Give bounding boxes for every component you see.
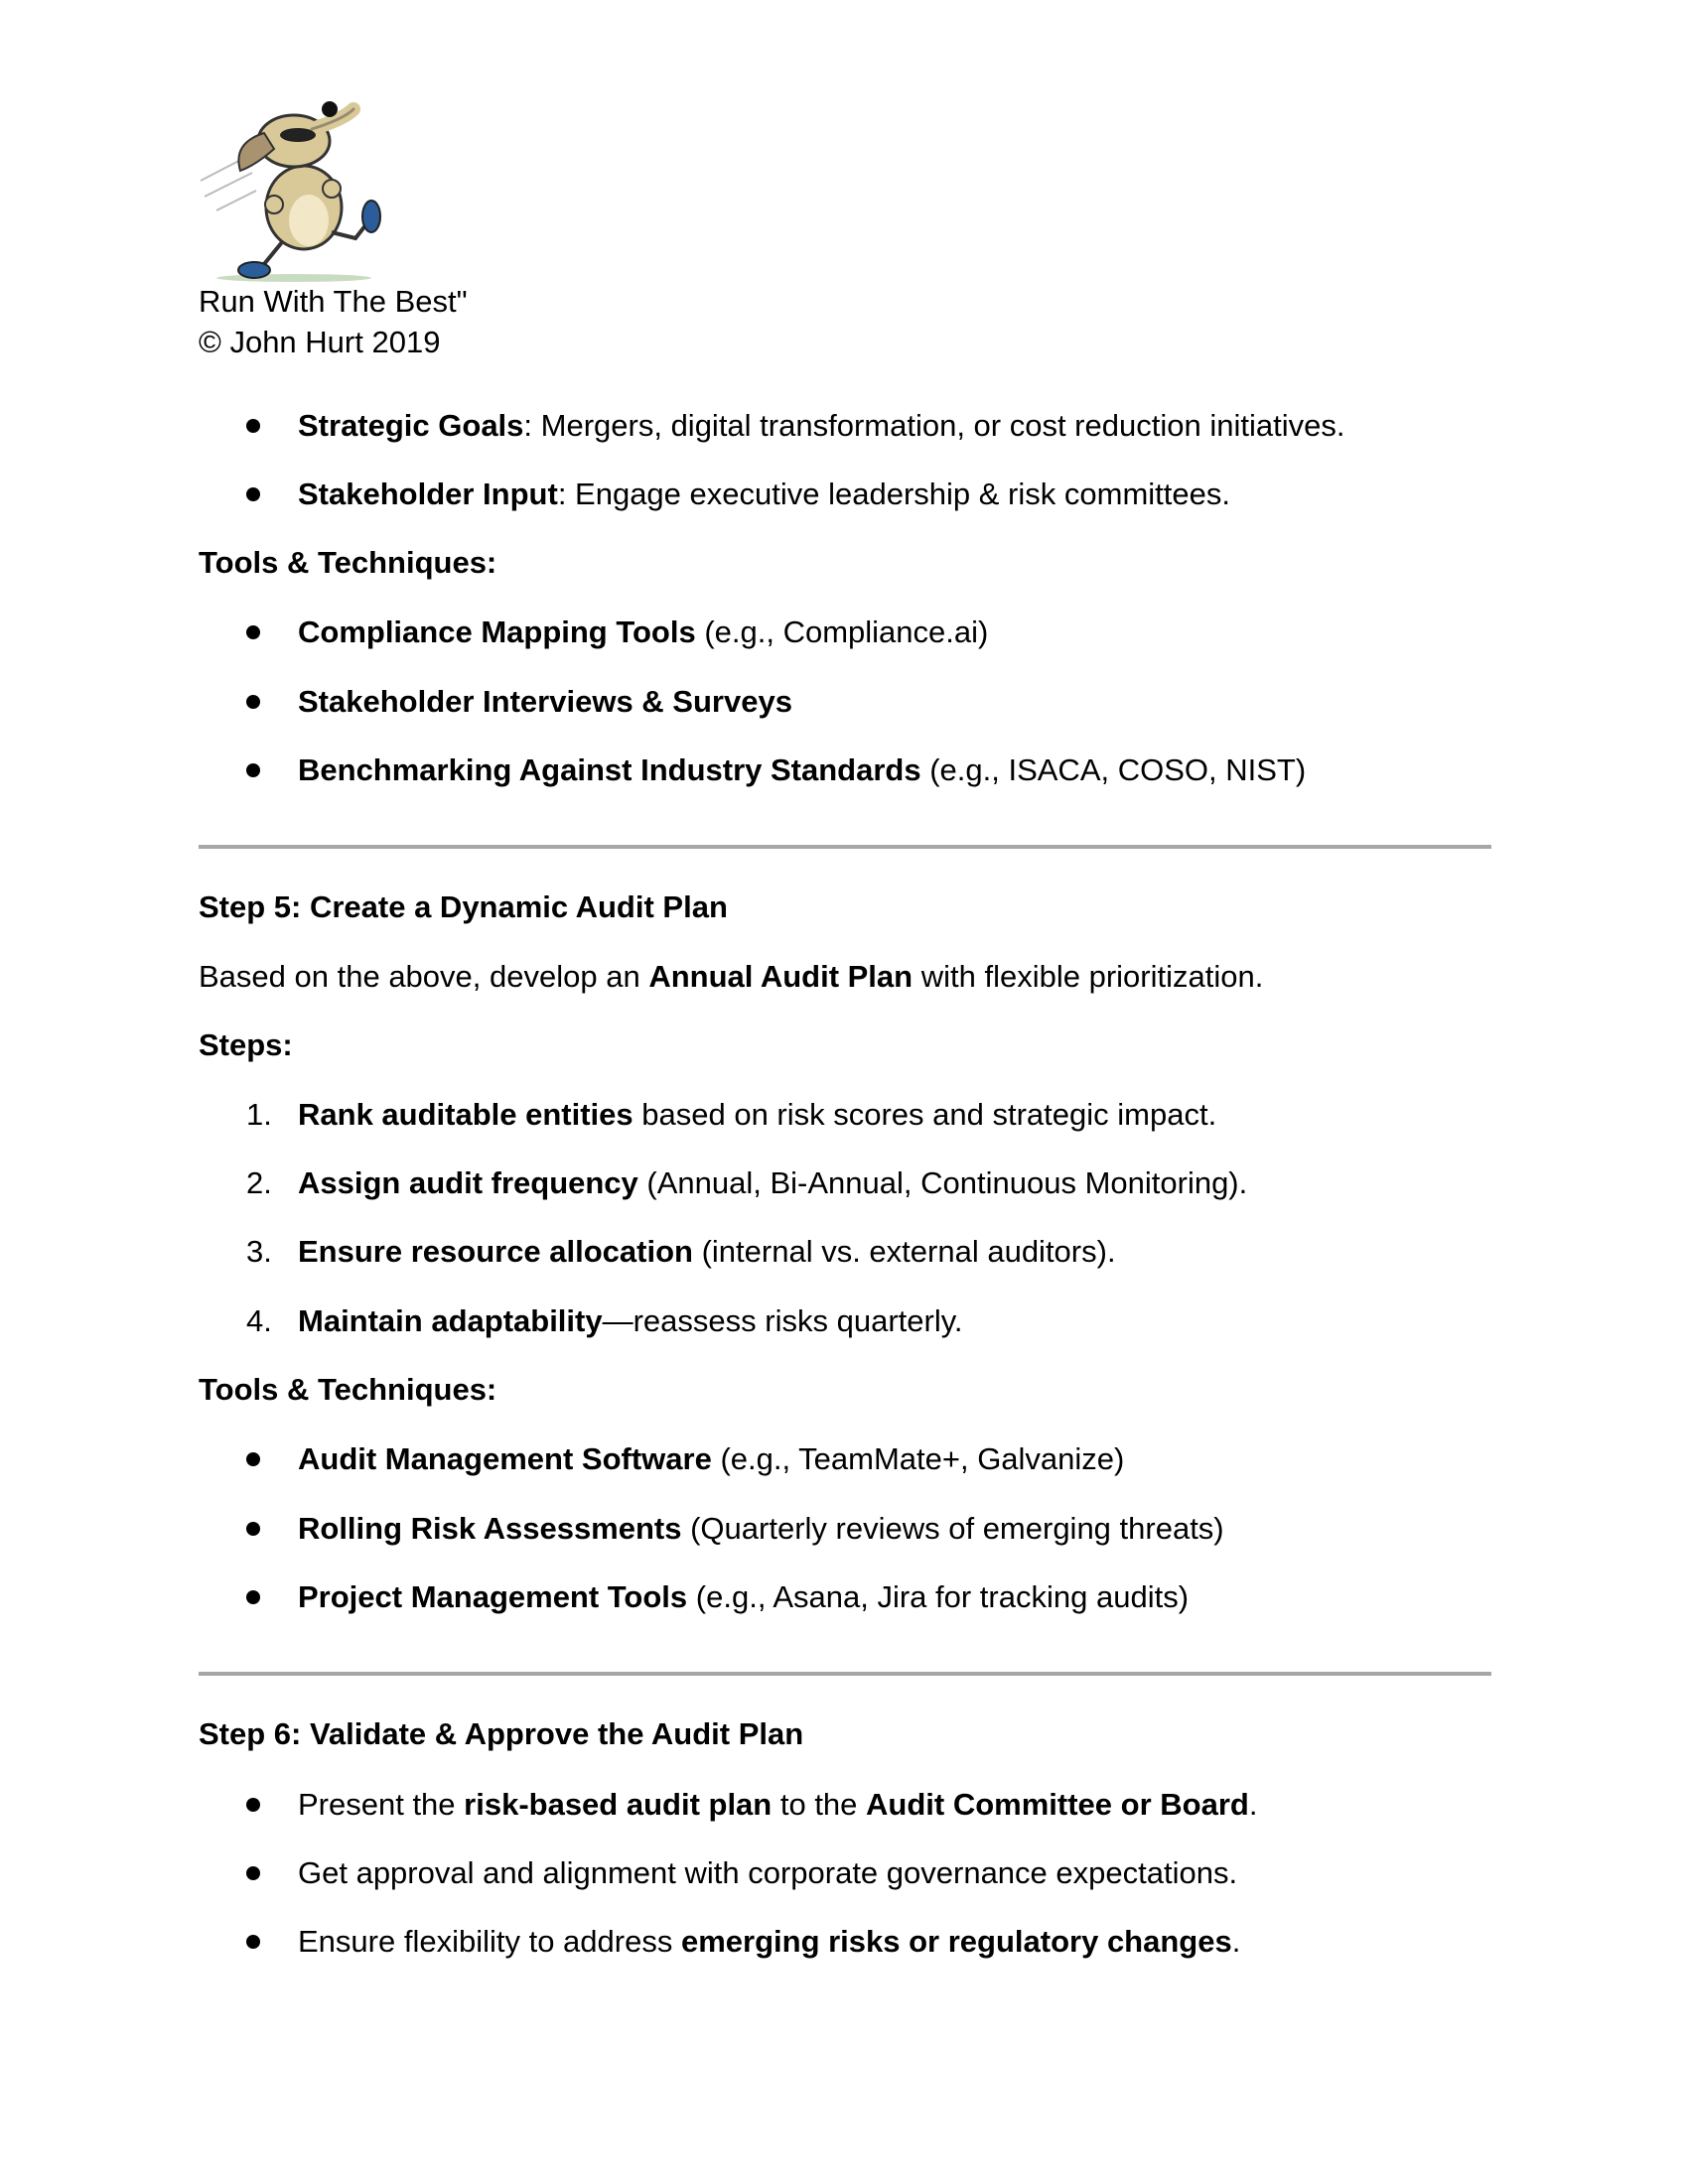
list-item: Strategic Goals: Mergers, digital transformation, or cost reduction initiatives. xyxy=(298,408,1345,443)
section-divider xyxy=(199,845,1491,849)
list-item: Maintain adaptability—reassess risks quarterly. xyxy=(298,1303,963,1338)
step-number: 2. xyxy=(246,1165,272,1200)
bullet-icon xyxy=(246,1935,260,1949)
bullet-icon xyxy=(246,487,260,501)
bullet-icon xyxy=(246,419,260,433)
tools-heading: Tools & Techniques: xyxy=(199,1372,497,1407)
list-item: Stakeholder Input: Engage executive leadership & risk committees. xyxy=(298,477,1230,511)
list-item: Ensure flexibility to address emerging risks or regulatory changes. xyxy=(298,1924,1241,1959)
list-item: Get approval and alignment with corporate governance expectations. xyxy=(298,1855,1238,1890)
bullet-icon xyxy=(246,695,260,709)
section-divider xyxy=(199,1672,1491,1676)
step-number: 4. xyxy=(246,1303,272,1338)
list-item: Assign audit frequency (Annual, Bi-Annual, Continuous Monitoring). xyxy=(298,1165,1248,1200)
tagline: Run With The Best" xyxy=(199,284,468,319)
bullet-icon xyxy=(246,1452,260,1466)
bullet-icon xyxy=(246,1866,260,1880)
list-item: Benchmarking Against Industry Standards (e.g., ISACA, COSO, NIST) xyxy=(298,752,1307,787)
list-item: Ensure resource allocation (internal vs. external auditors). xyxy=(298,1234,1116,1269)
list-item: Stakeholder Interviews & Surveys xyxy=(298,684,792,719)
bullet-icon xyxy=(246,763,260,777)
bullet-icon xyxy=(246,625,260,639)
list-item: Compliance Mapping Tools (e.g., Compliance.ai) xyxy=(298,614,989,649)
bullet-icon xyxy=(246,1798,260,1812)
list-item: Project Management Tools (e.g., Asana, Jira for tracking audits) xyxy=(298,1579,1190,1614)
tools-heading: Tools & Techniques: xyxy=(199,545,497,580)
steps-heading: Steps: xyxy=(199,1027,293,1062)
running-dog-logo xyxy=(195,93,383,284)
copyright: © John Hurt 2019 xyxy=(199,325,441,359)
step-number: 3. xyxy=(246,1234,272,1269)
list-item: Rank auditable entities based on risk scores and strategic impact. xyxy=(298,1097,1217,1132)
step6-title: Step 6: Validate & Approve the Audit Plan xyxy=(199,1716,804,1751)
list-item: Rolling Risk Assessments (Quarterly reviews of emerging threats) xyxy=(298,1511,1224,1546)
step5-title: Step 5: Create a Dynamic Audit Plan xyxy=(199,889,728,924)
bullet-icon xyxy=(246,1522,260,1536)
list-item: Present the risk-based audit plan to the Audit Committee or Board. xyxy=(298,1787,1258,1822)
list-item: Audit Management Software (e.g., TeamMate+, Galvanize) xyxy=(298,1441,1125,1476)
step5-intro: Based on the above, develop an Annual Audit Plan with flexible prioritization. xyxy=(199,959,1264,994)
step-number: 1. xyxy=(246,1097,272,1132)
bullet-icon xyxy=(246,1590,260,1604)
